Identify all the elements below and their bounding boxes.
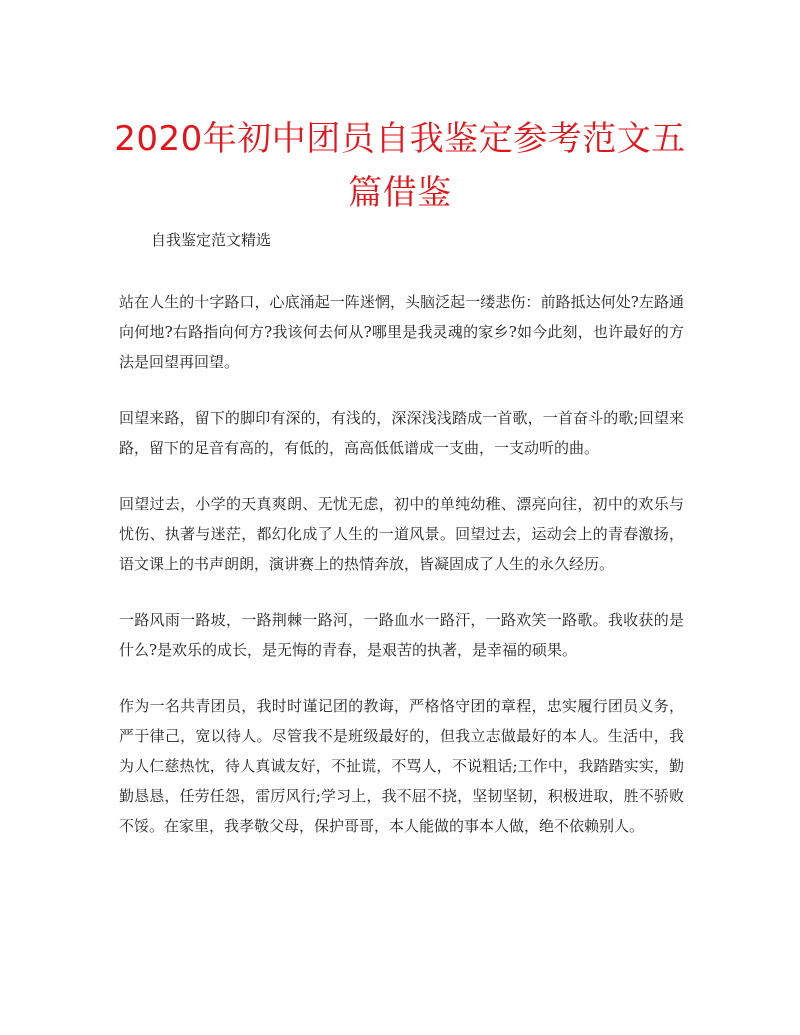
paragraph-1: 站在人生的十字路口，心底涌起一阵迷惘，头脑泛起一缕悲伤：前路抵达何处?左路通向何地?右路指向何方?我该何去何从?哪里是我灵魂的家乡?如今此刻，也许最好的方法是回望再回望。 (119, 293, 684, 371)
paragraph-5: 作为一名共青团员，我时时谨记团的教诲，严格恪守团的章程，忠实履行团员义务，严于律己，宽以待人。尽管我不是班级最好的，但我立志做最好的本人。生活中，我为人仁慈热忱，待人真诚友好，不扯谎，不骂人，不说粗话;工作中，我踏踏实实，勤勤恳恳，任劳任怨，雷厉风行;学习上，我不屈不挠，坚韧坚韧，积极进取，胜不骄败不馁。在家里，我孝敬父母，保护哥哥，本人能做的事本人做，绝不依赖别人。 (119, 697, 684, 835)
paragraph-3: 回望过去，小学的天真爽朗、无忧无虑，初中的单纯幼稚、漂亮向往，初中的欢乐与忧伤、执著与迷茫，都幻化成了人生的一道风景。回望过去，运动会上的青春激扬，语文课上的书声朗朗，演讲赛上的热情奔放，皆凝固成了人生的永久经历。 (119, 495, 684, 573)
document-subtitle: 自我鉴定范文精选 (151, 231, 272, 249)
paragraph-4: 一路风雨一路坡，一路荆棘一路河，一路血水一路汗，一路欢笑一路歌。我收获的是什么?是欢乐的成长，是无悔的青春，是艰苦的执著，是幸福的硕果。 (119, 611, 684, 659)
document-body (119, 287, 684, 867)
document-title: 2020年初中团员自我鉴定参考范文五篇借鉴 (114, 119, 686, 213)
paragraph-2: 回望来路，留下的脚印有深的，有浅的，深深浅浅踏成一首歌，一首奋斗的歌;回望来路，留下的足音有高的，有低的，高高低低谱成一支曲，一支动听的曲。 (119, 409, 684, 457)
